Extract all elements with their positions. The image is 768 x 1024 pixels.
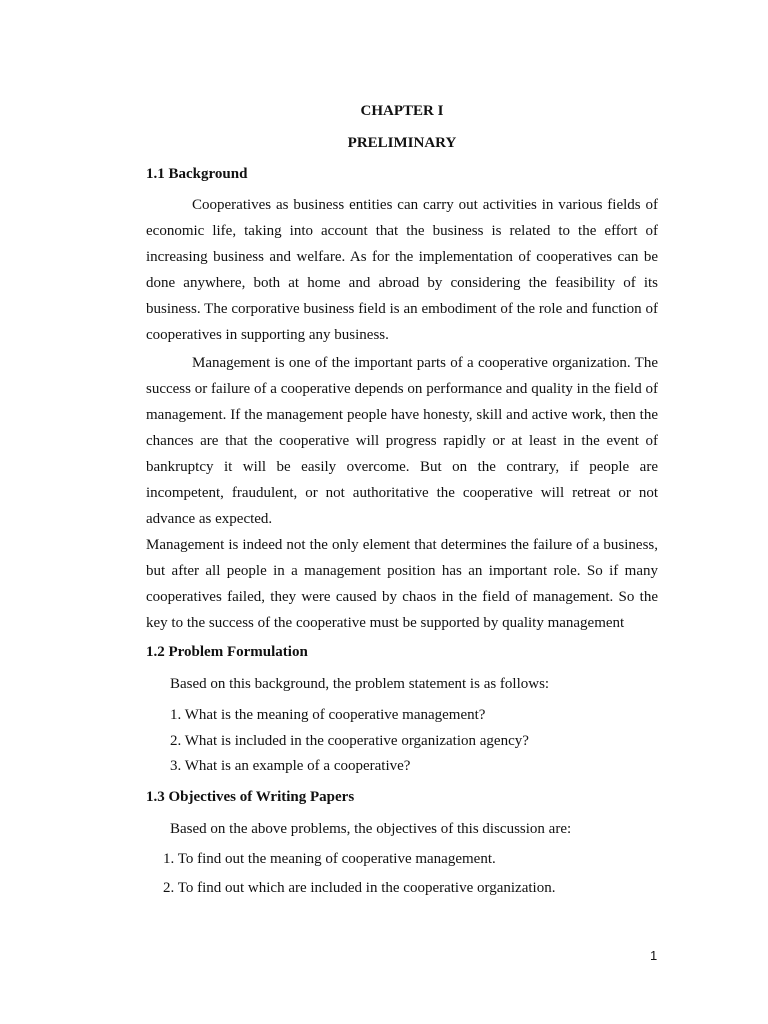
section-heading-background: 1.1 Background (146, 166, 248, 182)
objectives-intro: Based on the above problems, the objectives of this discussion are: (170, 821, 572, 837)
page-number: 1 (650, 948, 658, 963)
section-heading-objectives: 1.3 Objectives of Writing Papers (146, 789, 355, 805)
objective-item-1: 1. To find out the meaning of cooperative management. (163, 851, 496, 867)
problem-item-3: 3. What is an example of a cooperative? (170, 758, 411, 774)
background-paragraph-1: Cooperatives as business entities can carry out activities in various fields of economic life, taking into account that the business is related to the effort of increasing business and welfare. As for the implementation of cooperatives can be done anywhere, both at home and abroad by considering the feasibility of its business. The corporative business field is an embodiment of the role and function of cooperatives in supporting any business. (146, 197, 658, 343)
problem-item-2: 2. What is included in the cooperative organization agency? (170, 733, 529, 749)
section-heading-problem: 1.2 Problem Formulation (146, 644, 308, 660)
chapter-label: CHAPTER I (360, 103, 444, 119)
chapter-title: PRELIMINARY (347, 135, 457, 151)
problem-intro: Based on this background, the problem statement is as follows: (170, 676, 550, 692)
objective-item-2: 2. To find out which are included in the cooperative organization. (163, 880, 556, 896)
problem-item-1: 1. What is the meaning of cooperative management? (170, 707, 486, 723)
background-paragraph-3: Management is indeed not the only element that determines the failure of a business, but after all people in a management position has an important role. So if many cooperatives failed, they were caused by chaos in the field of management. So the key to the success of the cooperative must be supported by quality management (146, 537, 658, 631)
background-paragraph-2: Management is one of the important parts of a cooperative organization. The success or failure of a cooperative depends on performance and quality in the field of management. If the management people have honesty, skill and active work, then the chances are that the cooperative will progress rapidly or at least in the event of bankruptcy it will be easily overcome. But on the contrary, if people are incompetent, fraudulent, or not authoritative the cooperative will retreat or not advance as expected. (146, 355, 658, 527)
